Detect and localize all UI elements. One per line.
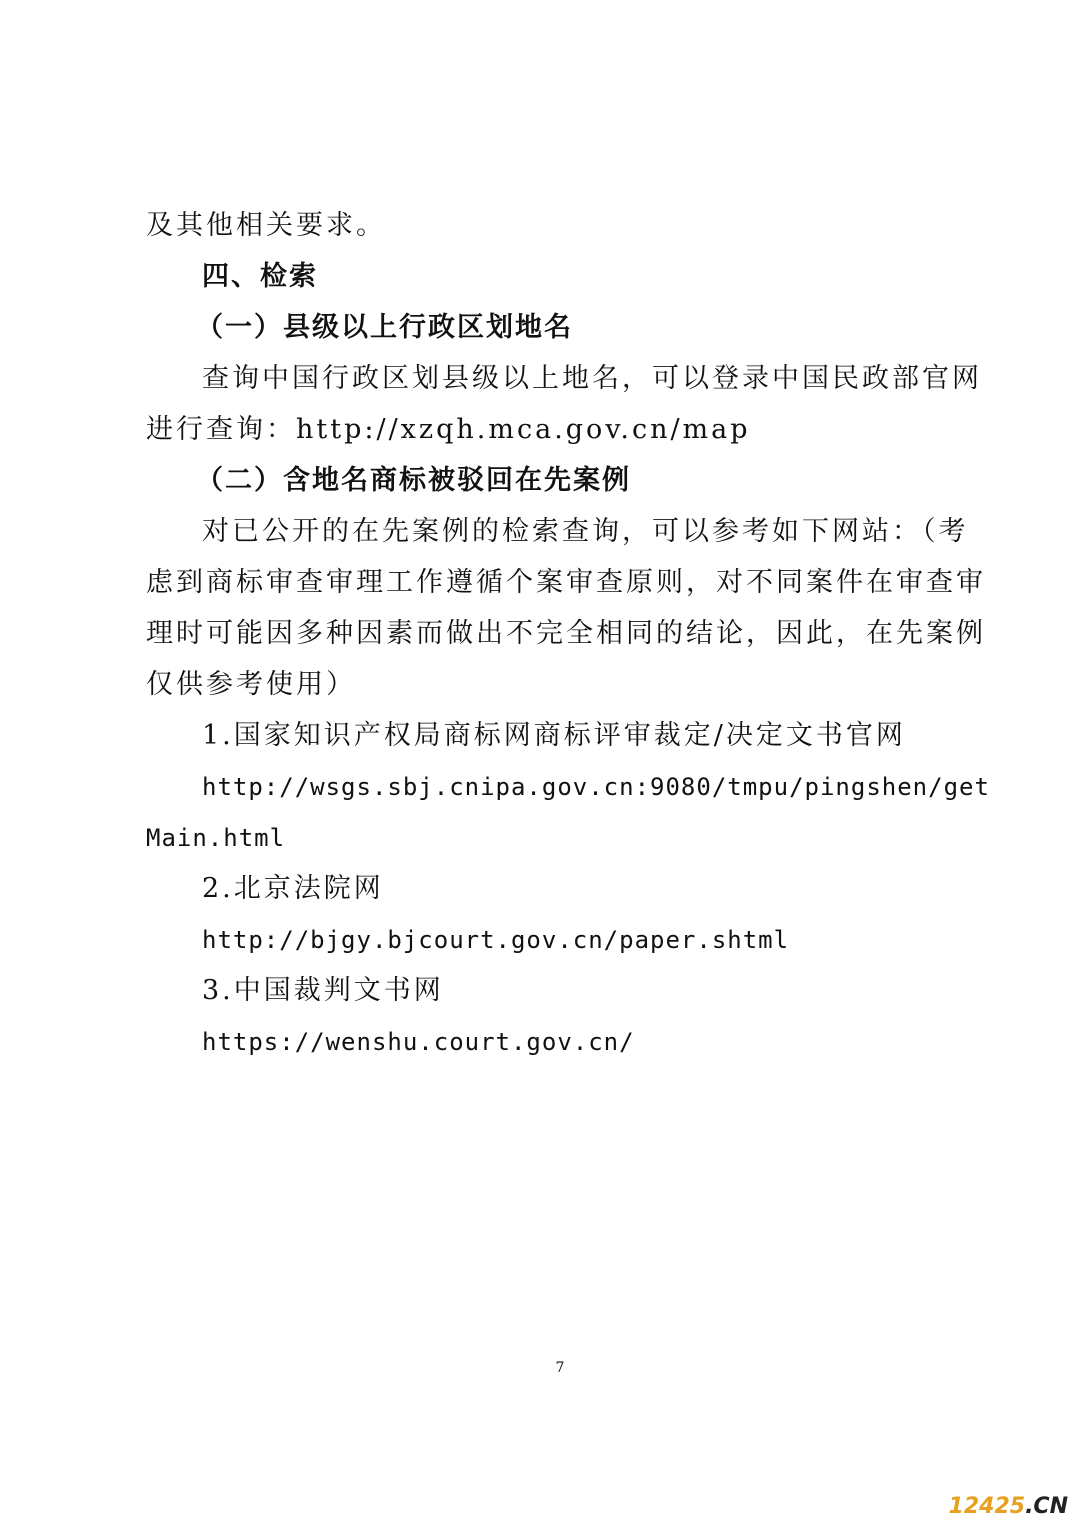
list-item-3-url[interactable]: https://wenshu.court.gov.cn/ [202, 1028, 635, 1056]
paragraph-2-line-3: 理时可能因多种因素而做出不完全相同的结论，因此，在先案例 [146, 618, 986, 649]
paragraph-1-line-2: 进行查询：http://xzqh.mca.gov.cn/map [146, 414, 751, 445]
paragraph-2-line-1: 对已公开的在先案例的检索查询，可以参考如下网站：（考 [202, 516, 969, 547]
list-item-2-title: 2.北京法院网 [202, 873, 384, 904]
subheading-county-level-names: （一）县级以上行政区划地名 [196, 312, 573, 343]
continuation-line: 及其他相关要求。 [146, 210, 386, 241]
section-heading: 四、检索 [202, 261, 318, 292]
list-item-2-url[interactable]: http://bjgy.bjcourt.gov.cn/paper.shtml [202, 926, 790, 954]
paragraph-1-line-1: 查询中国行政区划县级以上地名，可以登录中国民政部官网 [202, 363, 982, 394]
site-watermark [949, 1494, 1068, 1519]
paragraph-2-line-4: 仅供参考使用） [146, 669, 356, 700]
watermark-suffix: .CN [1025, 1494, 1068, 1519]
list-item-1-url-line-2[interactable]: Main.html [146, 824, 286, 852]
paragraph-2-line-2: 虑到商标审查审理工作遵循个案审查原则，对不同案件在审查审 [146, 567, 986, 598]
page-number: 7 [555, 1360, 565, 1376]
list-item-1-url-line-1[interactable]: http://wsgs.sbj.cnipa.gov.cn:9080/tmpu/pingshen/get [202, 773, 990, 801]
list-item-1-title: 1.国家知识产权局商标网商标评审裁定/决定文书官网 [202, 720, 906, 751]
list-item-3-title: 3.中国裁判文书网 [202, 975, 444, 1006]
subheading-rejected-cases: （二）含地名商标被驳回在先案例 [196, 465, 631, 496]
watermark-number: 12425 [948, 1494, 1026, 1519]
